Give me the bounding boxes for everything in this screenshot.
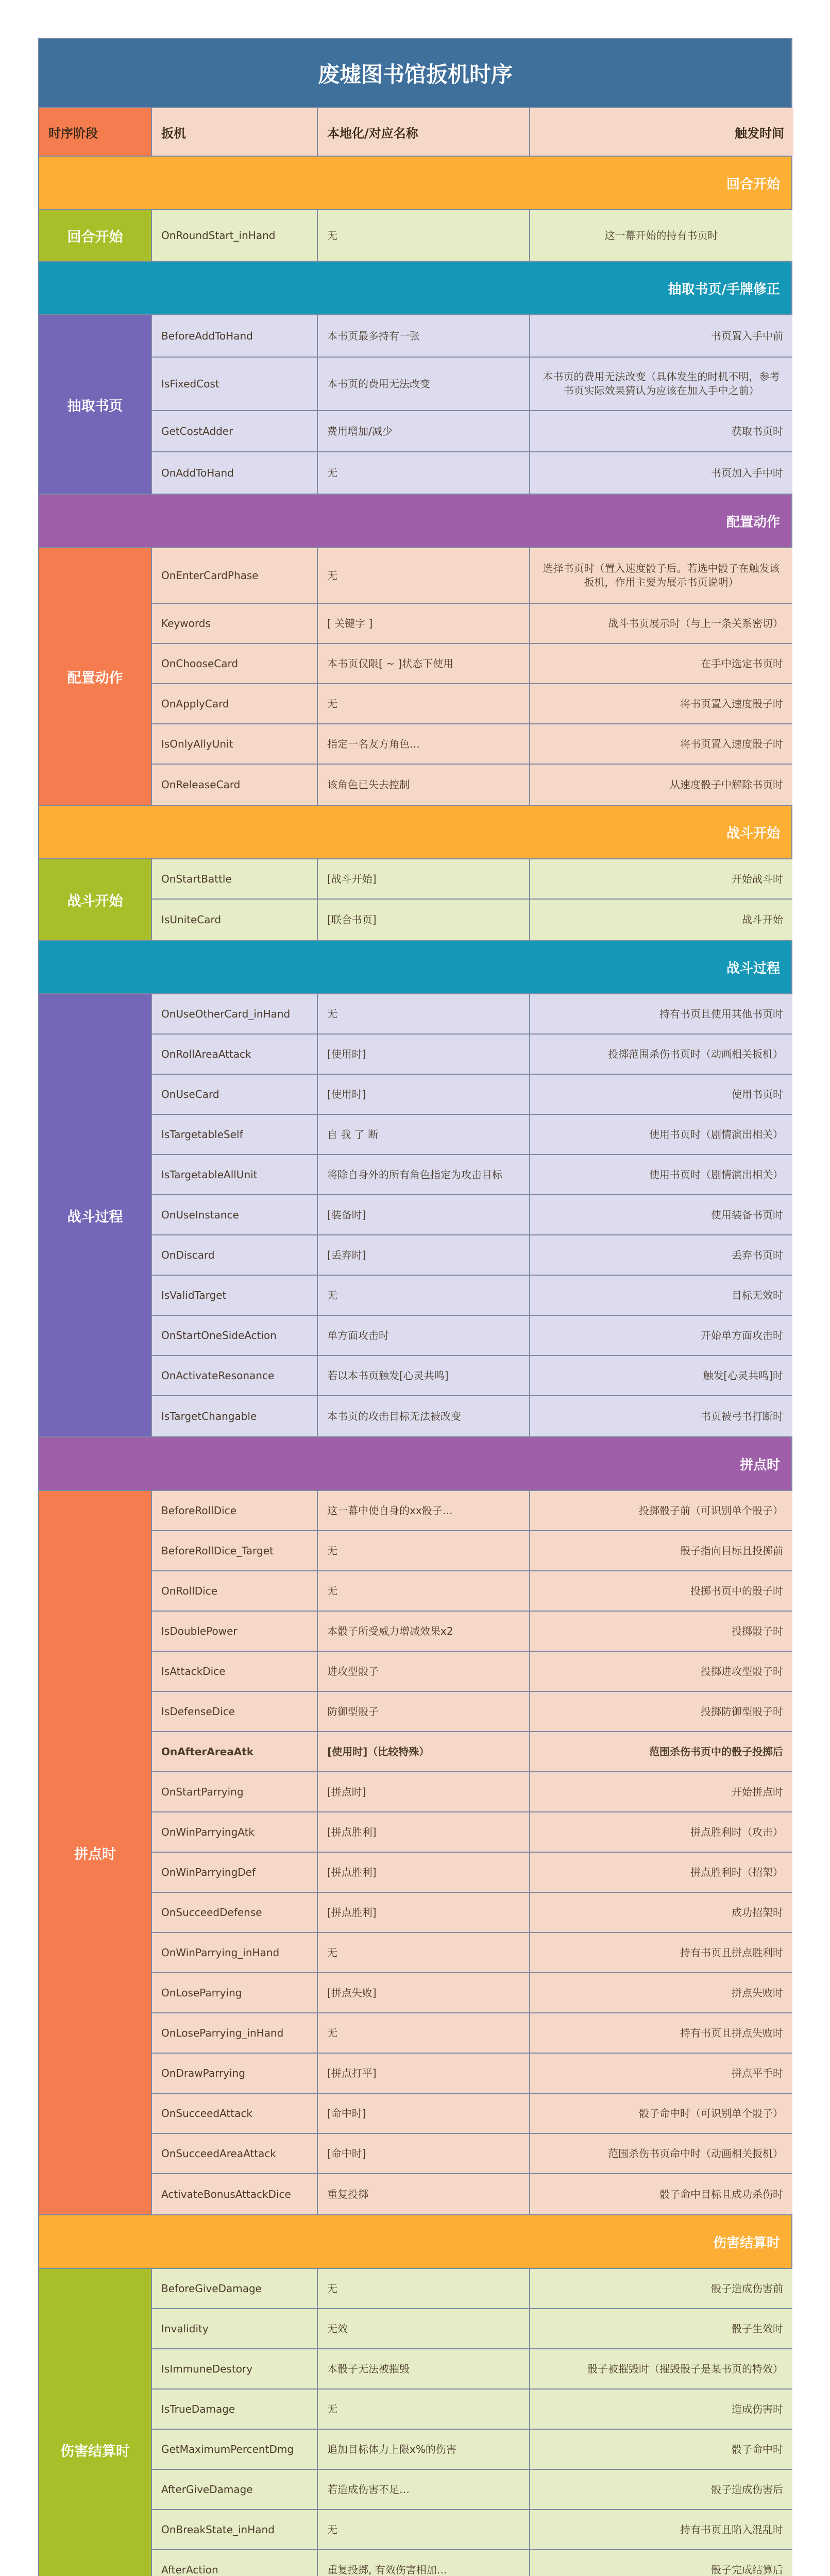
trigger-cell: ActivateBonusAttackDice (152, 2174, 318, 2214)
table-row (152, 1491, 792, 1531)
time-cell: 使用书页时（剧情演出相关） (649, 1128, 783, 1141)
time-cell: 将书页置入速度骰子时 (680, 697, 783, 710)
phase-banner: 抽取书页/手牌修正 (39, 262, 791, 315)
header-time: 触发时间 (530, 108, 793, 156)
trigger-cell: IsImmuneDestory (152, 2349, 318, 2388)
time-cell: 战斗书页展示时（与上一条关系密切） (608, 617, 783, 630)
name-cell: 本骰子所受威力增减效果x2 (318, 1612, 530, 1651)
trigger-cell: OnActivateResonance (152, 1356, 318, 1395)
trigger-cell: OnWinParrying_inHand (152, 1933, 318, 1972)
phase-sections (39, 157, 791, 2576)
name-cell: 该角色已失去控制 (318, 765, 530, 805)
phase-body (39, 859, 791, 941)
trigger-cell: IsDoublePower (152, 1612, 318, 1651)
trigger-cell: Keywords (152, 604, 318, 643)
time-cell: 骰子完成结算后 (711, 2563, 783, 2576)
time-cell: 本书页的费用无法改变（具体发生的时机不明，参考书页实际效果猜认为应该在加入手中之前） (543, 370, 780, 397)
table-row (152, 604, 792, 644)
table-row (152, 684, 792, 724)
table-row (152, 1973, 792, 2013)
trigger-cell: OnStartParrying (152, 1772, 318, 1811)
table-row (152, 1732, 792, 1772)
table-row (152, 2094, 792, 2134)
trigger-cell: OnSucceedAreaAttack (152, 2134, 318, 2173)
table-row (152, 2269, 792, 2309)
table-row (152, 765, 792, 805)
trigger-cell: IsTargetableSelf (152, 1115, 318, 1154)
phase-banner: 战斗过程 (39, 941, 791, 994)
name-cell: 指定一名友方角色… (318, 724, 530, 764)
name-cell: 若造成伤害不足… (318, 2470, 530, 2509)
trigger-cell: OnLoseParrying_inHand (152, 2013, 318, 2053)
trigger-cell: AfterGiveDamage (152, 2470, 318, 2509)
trigger-cell: IsTrueDamage (152, 2389, 318, 2429)
time-cell: 持有书页且拼点失败时 (680, 2026, 783, 2039)
trigger-cell: Invalidity (152, 2309, 318, 2348)
trigger-cell: OnSucceedAttack (152, 2094, 318, 2133)
name-cell: 无效 (318, 2309, 530, 2348)
name-cell: [拼点失败] (318, 1973, 530, 2012)
trigger-cell: OnUseOtherCard_inHand (152, 994, 318, 1033)
phase-banner: 战斗开始 (39, 806, 791, 859)
name-cell: 无 (318, 684, 530, 723)
time-cell: 选择书页时（置入速度骰子后。若选中骰子在触发该扳机，作用主要为展示书页说明） (543, 562, 780, 588)
phase-label: 拼点时 (39, 1491, 152, 2214)
trigger-cell: IsAttackDice (152, 1652, 318, 1691)
time-cell: 持有书页且使用其他书页时 (659, 1007, 783, 1020)
table-row (152, 1075, 792, 1115)
table-row (152, 1035, 792, 1075)
trigger-cell: BeforeRollDice_Target (152, 1531, 318, 1570)
time-cell: 持有书页且拼点胜利时 (680, 1946, 783, 1959)
time-cell: 成功招架时 (732, 1906, 783, 1919)
time-cell: 投掷书页中的骰子时 (690, 1584, 783, 1597)
name-cell: 无 (318, 1276, 530, 1315)
trigger-cell: BeforeGiveDamage (152, 2269, 318, 2308)
trigger-cell: IsTargetChangable (152, 1396, 318, 1436)
name-cell: 无 (318, 1531, 530, 1570)
phase-label: 抽取书页 (39, 315, 152, 494)
phase-body (39, 548, 791, 806)
time-cell: 将书页置入速度骰子时 (680, 737, 783, 750)
phase-label: 伤害结算时 (39, 2269, 152, 2576)
table-row (152, 2389, 792, 2430)
table-row (152, 1571, 792, 1612)
name-cell: [战斗开始] (318, 859, 530, 899)
name-cell: 无 (318, 210, 530, 261)
table-row (152, 2430, 792, 2470)
header-phase: 时序阶段 (39, 108, 152, 156)
name-cell: 本书页仅限[ ~ ]状态下使用 (318, 644, 530, 683)
trigger-cell: OnRollDice (152, 1571, 318, 1611)
name-cell: [装备时] (318, 1195, 530, 1234)
name-cell: 将除自身外的所有角色指定为攻击目标 (318, 1155, 530, 1194)
time-cell: 骰子被摧毁时（摧毁骰子是某书页的特效） (587, 2362, 783, 2375)
name-cell: [拼点胜利] (318, 1853, 530, 1892)
time-cell: 骰子命中目标且成功杀伤时 (659, 2188, 783, 2200)
trigger-cell: OnUseInstance (152, 1195, 318, 1234)
name-cell: 进攻型骰子 (318, 1652, 530, 1691)
time-cell: 拼点平手时 (732, 2066, 783, 2079)
table-row (152, 859, 792, 900)
table-row (152, 1853, 792, 1893)
name-cell: 单方面攻击时 (318, 1316, 530, 1355)
table-row (152, 2470, 792, 2510)
table-row (152, 210, 792, 261)
name-cell: 无 (318, 2389, 530, 2429)
table-row (152, 1115, 792, 1155)
time-cell: 从速度骰子中解除书页时 (670, 778, 783, 791)
time-cell: 拼点失败时 (732, 1986, 783, 1999)
phase-label: 战斗过程 (39, 994, 152, 1436)
trigger-cell: OnLoseParrying (152, 1973, 318, 2012)
name-cell: 无 (318, 2510, 530, 2549)
trigger-cell: IsTargetableAllUnit (152, 1155, 318, 1194)
name-cell: 无 (318, 994, 530, 1033)
phase-body (39, 2269, 791, 2576)
name-cell: [丢弃时] (318, 1235, 530, 1275)
time-cell: 使用书页时（剧情演出相关） (649, 1168, 783, 1181)
name-cell: 无 (318, 1571, 530, 1611)
name-cell: [拼点胜利] (318, 1893, 530, 1932)
table-row (152, 548, 792, 604)
time-cell: 使用装备书页时 (711, 1208, 783, 1221)
trigger-cell: BeforeAddToHand (152, 315, 318, 357)
phase-body (39, 210, 791, 262)
time-cell: 丢弃书页时 (732, 1248, 783, 1261)
time-cell: 骰子指向目标且投掷前 (680, 1544, 783, 1557)
phase-banner: 配置动作 (39, 495, 791, 548)
time-cell: 范围杀伤书页命中时（动画相关扳机） (608, 2147, 783, 2160)
name-cell: 无 (318, 2269, 530, 2308)
table-row (152, 1356, 792, 1396)
trigger-cell: OnReleaseCard (152, 765, 318, 805)
trigger-cell: OnSucceedDefense (152, 1893, 318, 1932)
trigger-cell: OnBreakState_inHand (152, 2510, 318, 2549)
phase-label: 配置动作 (39, 548, 152, 805)
table-row (152, 1772, 792, 1812)
time-cell: 战斗开始 (742, 913, 783, 926)
name-cell: 本骰子无法被摧毁 (318, 2349, 530, 2388)
table-row (152, 1235, 792, 1276)
phase-body (39, 994, 791, 1437)
time-cell: 骰子生效时 (732, 2322, 783, 2335)
trigger-cell: OnWinParryingDef (152, 1853, 318, 1892)
table-row (152, 644, 792, 684)
table-row (152, 2134, 792, 2174)
phase-banner: 伤害结算时 (39, 2215, 791, 2269)
time-cell: 开始战斗时 (732, 872, 783, 885)
phase-label: 回合开始 (39, 210, 152, 261)
table-row (152, 2349, 792, 2389)
table-row (152, 1812, 792, 1853)
time-cell: 书页置入手中前 (711, 329, 783, 342)
trigger-cell: OnStartBattle (152, 859, 318, 899)
table-row (152, 2054, 792, 2094)
name-cell: 重复投掷 (318, 2174, 530, 2214)
name-cell: 若以本书页触发[心灵共鸣] (318, 1356, 530, 1395)
trigger-cell: OnRollAreaAttack (152, 1035, 318, 1074)
name-cell: 本书页最多持有一张 (318, 315, 530, 357)
phase-banner: 拼点时 (39, 1437, 791, 1491)
trigger-cell: IsDefenseDice (152, 1692, 318, 1731)
name-cell: 防御型骰子 (318, 1692, 530, 1731)
table-row (152, 2309, 792, 2349)
trigger-cell: OnDiscard (152, 1235, 318, 1275)
table-row (152, 1195, 792, 1235)
name-cell: [使用时] (318, 1075, 530, 1114)
trigger-cell: OnApplyCard (152, 684, 318, 723)
table-row (152, 2174, 792, 2214)
name-cell: 本书页的攻击目标无法被改变 (318, 1396, 530, 1436)
table-row (152, 1276, 792, 1316)
table-row (152, 1155, 792, 1195)
name-cell: [命中时] (318, 2134, 530, 2173)
header-row (39, 108, 791, 157)
phase-label: 战斗开始 (39, 859, 152, 940)
trigger-cell: IsValidTarget (152, 1276, 318, 1315)
time-cell: 持有书页且陷入混乱时 (680, 2523, 783, 2536)
table-row (152, 411, 792, 452)
time-cell: 投掷范围杀伤书页时（动画相关扳机） (608, 1047, 783, 1060)
time-cell: 投掷进攻型骰子时 (701, 1665, 783, 1677)
table-row (152, 2510, 792, 2550)
time-cell: 书页加入手中时 (711, 466, 783, 479)
table-row (152, 1531, 792, 1571)
name-cell: 追加目标体力上限x%的伤害 (318, 2430, 530, 2469)
phase-body (39, 315, 791, 495)
trigger-cell: IsFixedCost (152, 358, 318, 410)
table-row (152, 1396, 792, 1436)
trigger-cell: GetCostAdder (152, 411, 318, 451)
table-title: 废墟图书馆扳机时序 (39, 39, 791, 108)
time-cell: 骰子造成伤害前 (711, 2282, 783, 2295)
trigger-cell: OnWinParryingAtk (152, 1812, 318, 1852)
table-row (152, 452, 792, 494)
table-row (152, 315, 792, 358)
name-cell: 无 (318, 1933, 530, 1972)
table-row (152, 994, 792, 1035)
header-name: 本地化/对应名称 (318, 108, 530, 156)
name-cell: [拼点打平] (318, 2054, 530, 2093)
table-row (152, 358, 792, 411)
table-row (152, 1612, 792, 1652)
time-cell: 拼点胜利时（招架） (690, 1866, 783, 1878)
table-row (152, 2013, 792, 2054)
time-cell: 使用书页时 (732, 1088, 783, 1100)
table-row (152, 2550, 792, 2576)
time-cell: 目标无效时 (732, 1289, 783, 1301)
time-cell: 开始单方面攻击时 (701, 1329, 783, 1342)
time-cell: 骰子命中时（可识别单个骰子） (639, 2107, 783, 2120)
table-row (152, 1933, 792, 1973)
trigger-cell: OnStartOneSideAction (152, 1316, 318, 1355)
trigger-cell: OnChooseCard (152, 644, 318, 683)
time-cell: 这一幕开始的持有书页时 (604, 229, 718, 242)
phase-banner: 回合开始 (39, 157, 791, 210)
name-cell: [ 关键字 ] (318, 604, 530, 643)
trigger-cell: OnEnterCardPhase (152, 548, 318, 603)
name-cell: 无 (318, 2013, 530, 2053)
phase-body (39, 1491, 791, 2215)
time-cell: 在手中选定书页时 (701, 657, 783, 670)
time-cell: 造成伤害时 (732, 2402, 783, 2415)
name-cell: 自 我 了 断 (318, 1115, 530, 1154)
time-cell: 骰子造成伤害后 (711, 2483, 783, 2496)
name-cell: 无 (318, 548, 530, 603)
trigger-cell: OnAfterAreaAtk (152, 1732, 318, 1771)
time-cell: 骰子命中时 (732, 2443, 783, 2455)
table-row (152, 1893, 792, 1933)
time-cell: 投掷骰子时 (732, 1624, 783, 1637)
time-cell: 获取书页时 (732, 425, 783, 437)
trigger-timing-table (38, 38, 792, 2576)
name-cell: [命中时] (318, 2094, 530, 2133)
name-cell: 重复投掷, 有效伤害相加… (318, 2550, 530, 2576)
name-cell: [使用时]（比较特殊） (318, 1732, 530, 1771)
trigger-cell: BeforeRollDice (152, 1491, 318, 1530)
table-row (152, 1316, 792, 1356)
name-cell: [联合书页] (318, 900, 530, 940)
name-cell: 本书页的费用无法改变 (318, 358, 530, 410)
time-cell: 投掷骰子前（可识别单个骰子） (639, 1504, 783, 1517)
trigger-cell: GetMaximumPercentDmg (152, 2430, 318, 2469)
time-cell: 投掷防御型骰子时 (701, 1705, 783, 1718)
table-row (152, 900, 792, 940)
trigger-cell: AfterAction (152, 2550, 318, 2576)
name-cell: [拼点时] (318, 1772, 530, 1811)
name-cell: [使用时] (318, 1035, 530, 1074)
table-row (152, 1692, 792, 1732)
name-cell: [拼点胜利] (318, 1812, 530, 1852)
time-cell: 范围杀伤书页中的骰子投掷后 (649, 1745, 783, 1758)
trigger-cell: IsOnlyAllyUnit (152, 724, 318, 764)
table-row (152, 1652, 792, 1692)
trigger-cell: OnDrawParrying (152, 2054, 318, 2093)
trigger-cell: OnAddToHand (152, 452, 318, 494)
time-cell: 拼点胜利时（攻击） (690, 1825, 783, 1838)
name-cell: 无 (318, 452, 530, 494)
name-cell: 费用增加/减少 (318, 411, 530, 451)
trigger-cell: IsUniteCard (152, 900, 318, 940)
trigger-cell: OnUseCard (152, 1075, 318, 1114)
time-cell: 触发[心灵共鸣]时 (703, 1369, 783, 1382)
header-trigger: 扳机 (152, 108, 318, 156)
time-cell: 开始拼点时 (732, 1785, 783, 1798)
trigger-cell: OnRoundStart_inHand (152, 210, 318, 261)
time-cell: 书页被弓书打断时 (701, 1410, 783, 1422)
name-cell: 这一幕中使自身的xx骰子… (318, 1491, 530, 1530)
table-row (152, 724, 792, 765)
